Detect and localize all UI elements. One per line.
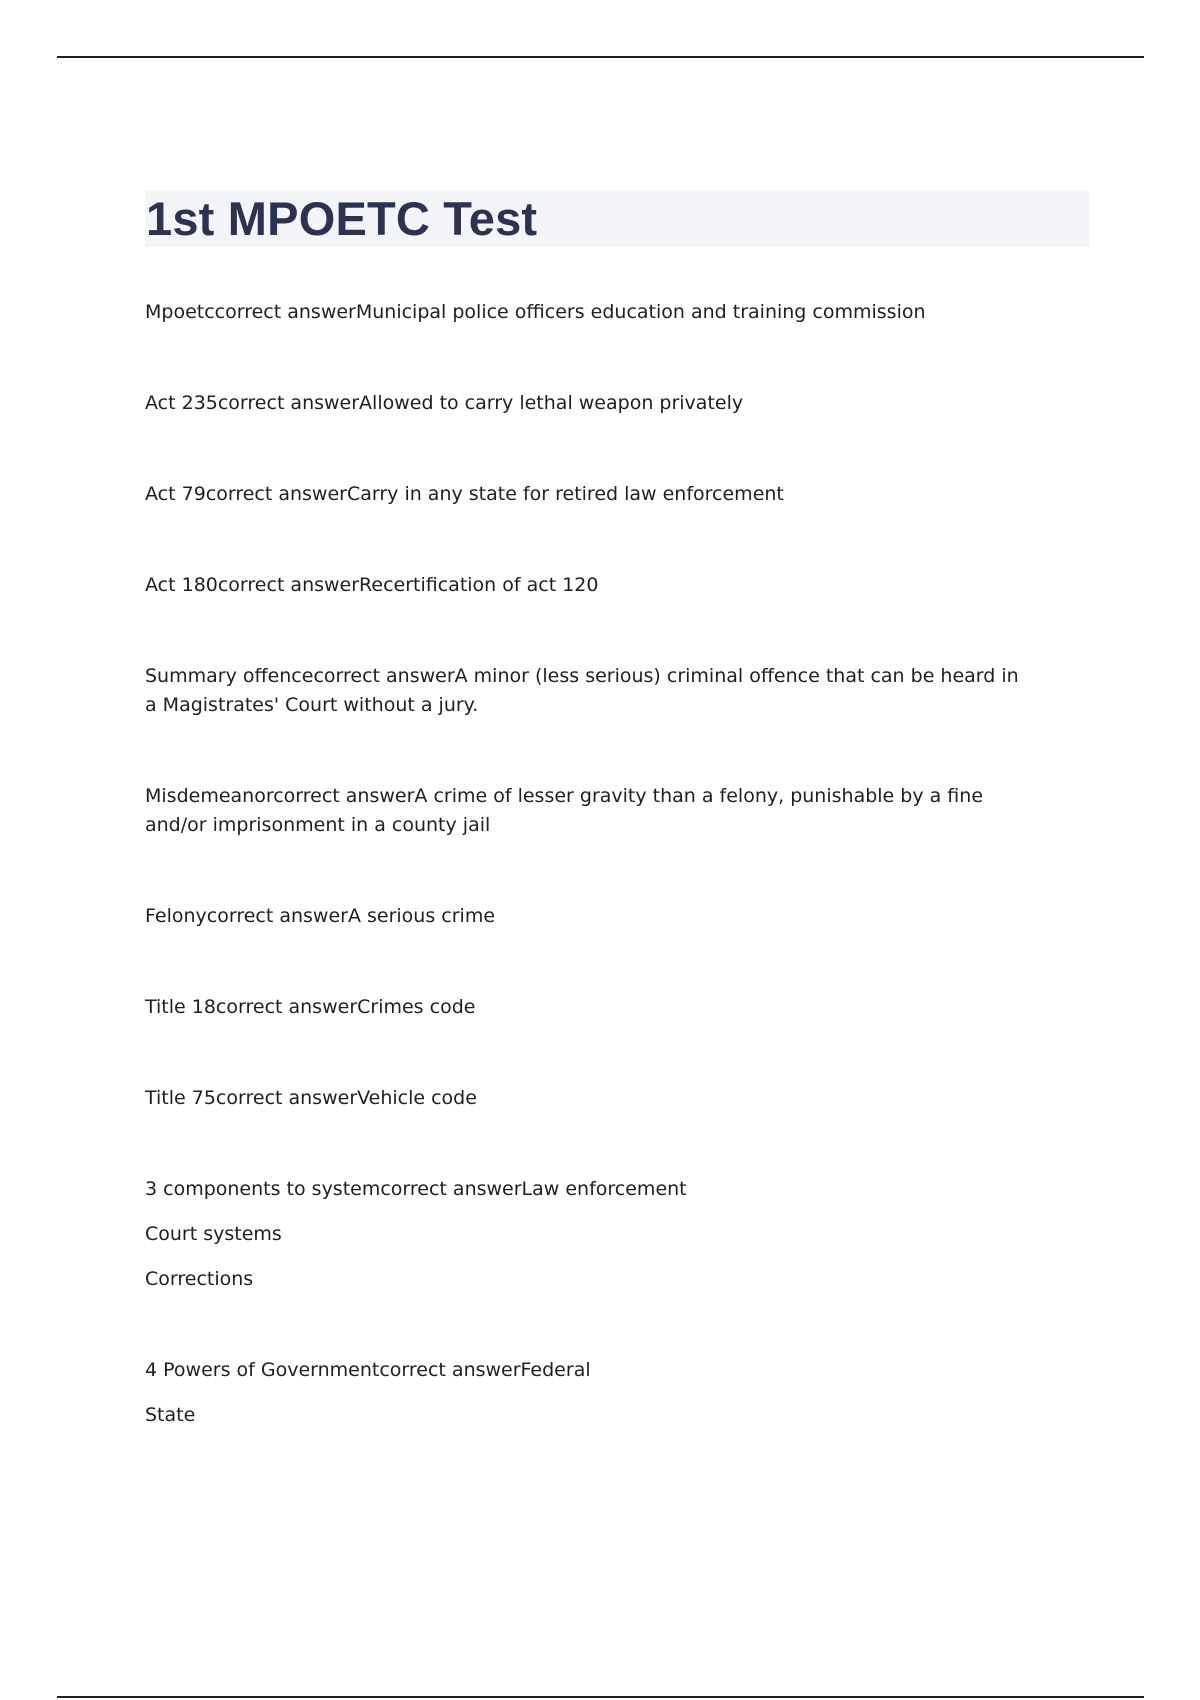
qa-entry bbox=[145, 993, 1089, 1022]
qa-continuation: State bbox=[145, 1404, 196, 1426]
qa-continuation: Court systems bbox=[145, 1223, 282, 1245]
qa-entry bbox=[145, 1175, 1089, 1294]
qa-text: Felonycorrect answerA serious crime bbox=[145, 905, 496, 927]
title-banner bbox=[145, 191, 1089, 247]
qa-entry bbox=[145, 1084, 1089, 1113]
qa-entry bbox=[145, 782, 1025, 840]
document-title: 1st MPOETC Test bbox=[146, 192, 538, 245]
qa-text: Misdemeanorcorrect answerA crime of lesser gravity than a felony, punishable by a fine and/or imprisonment in a county jail bbox=[145, 785, 984, 836]
header-rule bbox=[57, 56, 1144, 58]
qa-entry bbox=[145, 389, 1089, 418]
qa-text: Act 180correct answerRecertification of act 120 bbox=[145, 574, 599, 596]
qa-continuation: Corrections bbox=[145, 1268, 254, 1290]
qa-entry bbox=[145, 571, 1089, 600]
qa-text: Summary offencecorrect answerA minor (less serious) criminal offence that can be heard in a Magistrates' Court without a jury. bbox=[145, 665, 1019, 716]
qa-text: Act 235correct answerAllowed to carry lethal weapon privately bbox=[145, 392, 744, 414]
qa-text: Mpoetccorrect answerMunicipal police officers education and training commission bbox=[145, 301, 926, 323]
qa-entry bbox=[145, 480, 1089, 509]
qa-list bbox=[145, 298, 1089, 1430]
qa-entry bbox=[145, 662, 1025, 720]
document-page bbox=[145, 191, 1089, 1430]
qa-entry bbox=[145, 298, 1089, 327]
qa-entry bbox=[145, 1356, 1089, 1430]
qa-text: Title 18correct answerCrimes code bbox=[145, 996, 476, 1018]
footer-rule bbox=[57, 1696, 1144, 1698]
qa-text: Title 75correct answerVehicle code bbox=[145, 1087, 477, 1109]
qa-text: 4 Powers of Governmentcorrect answerFederal bbox=[145, 1359, 591, 1381]
qa-text: 3 components to systemcorrect answerLaw enforcement bbox=[145, 1178, 687, 1200]
qa-text: Act 79correct answerCarry in any state for retired law enforcement bbox=[145, 483, 784, 505]
qa-entry bbox=[145, 902, 1089, 931]
